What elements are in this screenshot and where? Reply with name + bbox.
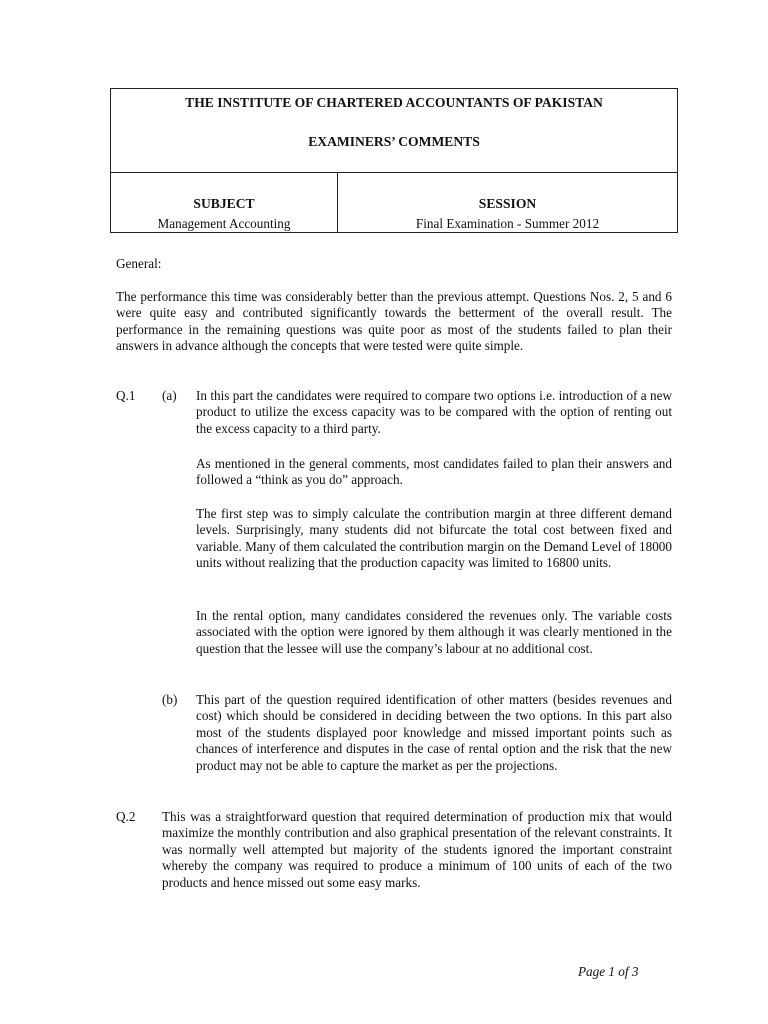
subject-cell bbox=[111, 172, 338, 232]
header-box bbox=[110, 88, 678, 233]
q1a-paragraph-3: The first step was to simply calculate the contribution margin at three different demand levels. Surprisingly, many students did not bifurcate the total cost between fixed and variable. Many of them calculated the contribution margin on the Demand Level of 18000 units without realizing that the production capacity was limited to 16800 units. bbox=[196, 506, 672, 571]
q1a-paragraph-4: In the rental option, many candidates considered the revenues only. The variable costs associated with the option were ignored by them although it was clearly mentioned in the question that the lessee will use the company’s labour at no additional cost. bbox=[196, 608, 672, 656]
general-paragraph: The performance this time was considerably better than the previous attempt. Questions Nos. 2, 5 and 6 were quite easy and contributed significantly towards the betterment of the overall result. The performance in the remaining questions was quite poor as most of the students failed to plan their answers in advance although the concepts that were tested were quite simple. bbox=[116, 289, 672, 354]
q1a-label: (a) bbox=[162, 388, 177, 403]
subject-label: SUBJECT bbox=[193, 196, 255, 211]
general-heading: General: bbox=[116, 256, 162, 271]
q2-label: Q.2 bbox=[116, 809, 136, 824]
q1a-paragraph-1: In this part the candidates were required to compare two options i.e. introduction of a new product to utilize the excess capacity was to be compared with the option of renting out the excess capacity to a third party. bbox=[196, 388, 672, 436]
session-value: Final Examination - Summer 2012 bbox=[415, 216, 600, 231]
q1a-paragraph-2: As mentioned in the general comments, most candidates failed to plan their answers and followed a “think as you do” approach. bbox=[196, 456, 672, 488]
document-title: EXAMINERS’ COMMENTS bbox=[308, 134, 480, 149]
q2-paragraph: This was a straightforward question that required determination of production mix that would maximize the monthly contribution and also graphical presentation of the relevant constraints. It was normally well attempted but majority of the students ignored the important constraint whereby the company was required to produce a minimum of 100 units of each of the two products and hence missed out some easy marks. bbox=[162, 809, 672, 890]
session-label: SESSION bbox=[478, 196, 537, 211]
institute-name: THE INSTITUTE OF CHARTERED ACCOUNTANTS OF PAKISTAN bbox=[185, 95, 603, 110]
page-number: Page 1 of 3 bbox=[578, 964, 639, 979]
q1b-paragraph: This part of the question required identification of other matters (besides revenues and cost) which should be considered in deciding between the two options. In this part also most of the students displayed poor knowledge and missed important points such as chances of interference and disputes in the case of rental option and the risk that the new product may not be able to capture the market as per the projections. bbox=[196, 692, 672, 773]
subject-value: Management Accounting bbox=[157, 216, 291, 231]
session-cell bbox=[338, 172, 677, 232]
q1b-label: (b) bbox=[162, 692, 178, 707]
q1-label: Q.1 bbox=[116, 388, 136, 403]
header-top bbox=[111, 89, 677, 173]
